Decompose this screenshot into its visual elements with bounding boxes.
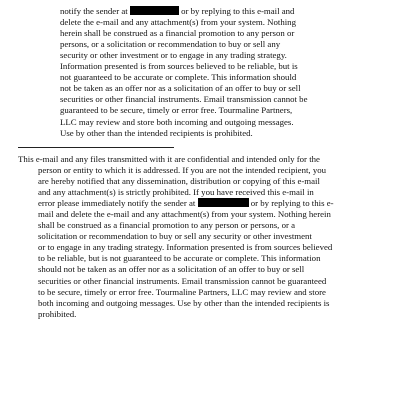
disclaimer-line: not guaranteed to be accurate or complete. This information should bbox=[60, 72, 297, 83]
top-disclaimer bbox=[60, 0, 307, 139]
disclaimer-line: to be secure, timely or error free. Tourmaline Partners, LLC may review and store bbox=[38, 286, 326, 297]
disclaimer-line: securities or other financial instruments. Email transmission cannot be bbox=[60, 94, 308, 105]
disclaimer-line: are hereby notified that any dissemination, distribution or copying of this e-mail bbox=[38, 176, 320, 187]
disclaimer-line: prohibited. bbox=[38, 308, 77, 319]
disclaimer-line: security or other investment or to engage in any trading strategy. bbox=[60, 50, 287, 61]
disclaimer-line: securities or other financial instruments. Email transmission cannot be guaranteed bbox=[38, 275, 327, 286]
disclaimer-line: solicitation or recommendation to buy or sell any security or other investment bbox=[38, 231, 312, 242]
disclaimer-line: Use by other than the intended recipients is prohibited. bbox=[60, 127, 253, 138]
redaction-box bbox=[130, 6, 179, 15]
disclaimer-line: both incoming and outgoing messages. Use by other than the intended recipients is bbox=[38, 297, 330, 308]
disclaimer-line: persons, or a solicitation or recommendation to buy or sell any bbox=[60, 39, 281, 50]
disclaimer-line: notify the sender at or by replying to this e-mail and bbox=[60, 6, 295, 17]
disclaimer-line: should not be taken as an offer nor as a solicitation of an offer to buy or sell bbox=[38, 264, 305, 275]
disclaimer-line: person or entity to which it is addressed. If you are not the intended recipient, you bbox=[38, 165, 327, 176]
disclaimer-line: herein shall be construed as a financial promotion to any person or bbox=[60, 28, 295, 39]
disclaimer-line: Information presented is from sources believed to be reliable, but is bbox=[60, 61, 298, 72]
disclaimer-line: guaranteed to be secure, timely or error free. Tourmaline Partners, bbox=[60, 105, 293, 116]
disclaimer-line: delete the e-mail and any attachment(s) from your system. Nothing bbox=[60, 17, 296, 28]
disclaimer-line: LLC may review and store both incoming and outgoing messages. bbox=[60, 116, 294, 127]
disclaimer-line: shall be construed as a financial promotion to any person or persons, or a bbox=[38, 220, 295, 231]
disclaimer-line: and any attachment(s) is strictly prohibited. If you have received this e-mail in bbox=[38, 187, 314, 198]
disclaimer-line: to be reliable, but is not guaranteed to be accurate or complete. This information bbox=[38, 253, 321, 264]
disclaimer-line: This e-mail and any files transmitted with it are confidential and intended only for the bbox=[18, 154, 320, 164]
disclaimer-line: not be taken as an offer nor as a solicitation of an offer to buy or sell bbox=[60, 83, 301, 94]
separator-line bbox=[18, 147, 174, 148]
disclaimer-line: or to engage in any trading strategy. Information presented is from sources believed bbox=[38, 242, 333, 253]
redaction-box bbox=[198, 198, 249, 207]
disclaimer-line: error please immediately notify the sender at or by replying to this e- bbox=[38, 198, 334, 209]
disclaimer-line: mail and delete the e-mail and any attachment(s) from your system. Nothing herein bbox=[38, 209, 331, 220]
bottom-disclaimer bbox=[18, 154, 334, 320]
